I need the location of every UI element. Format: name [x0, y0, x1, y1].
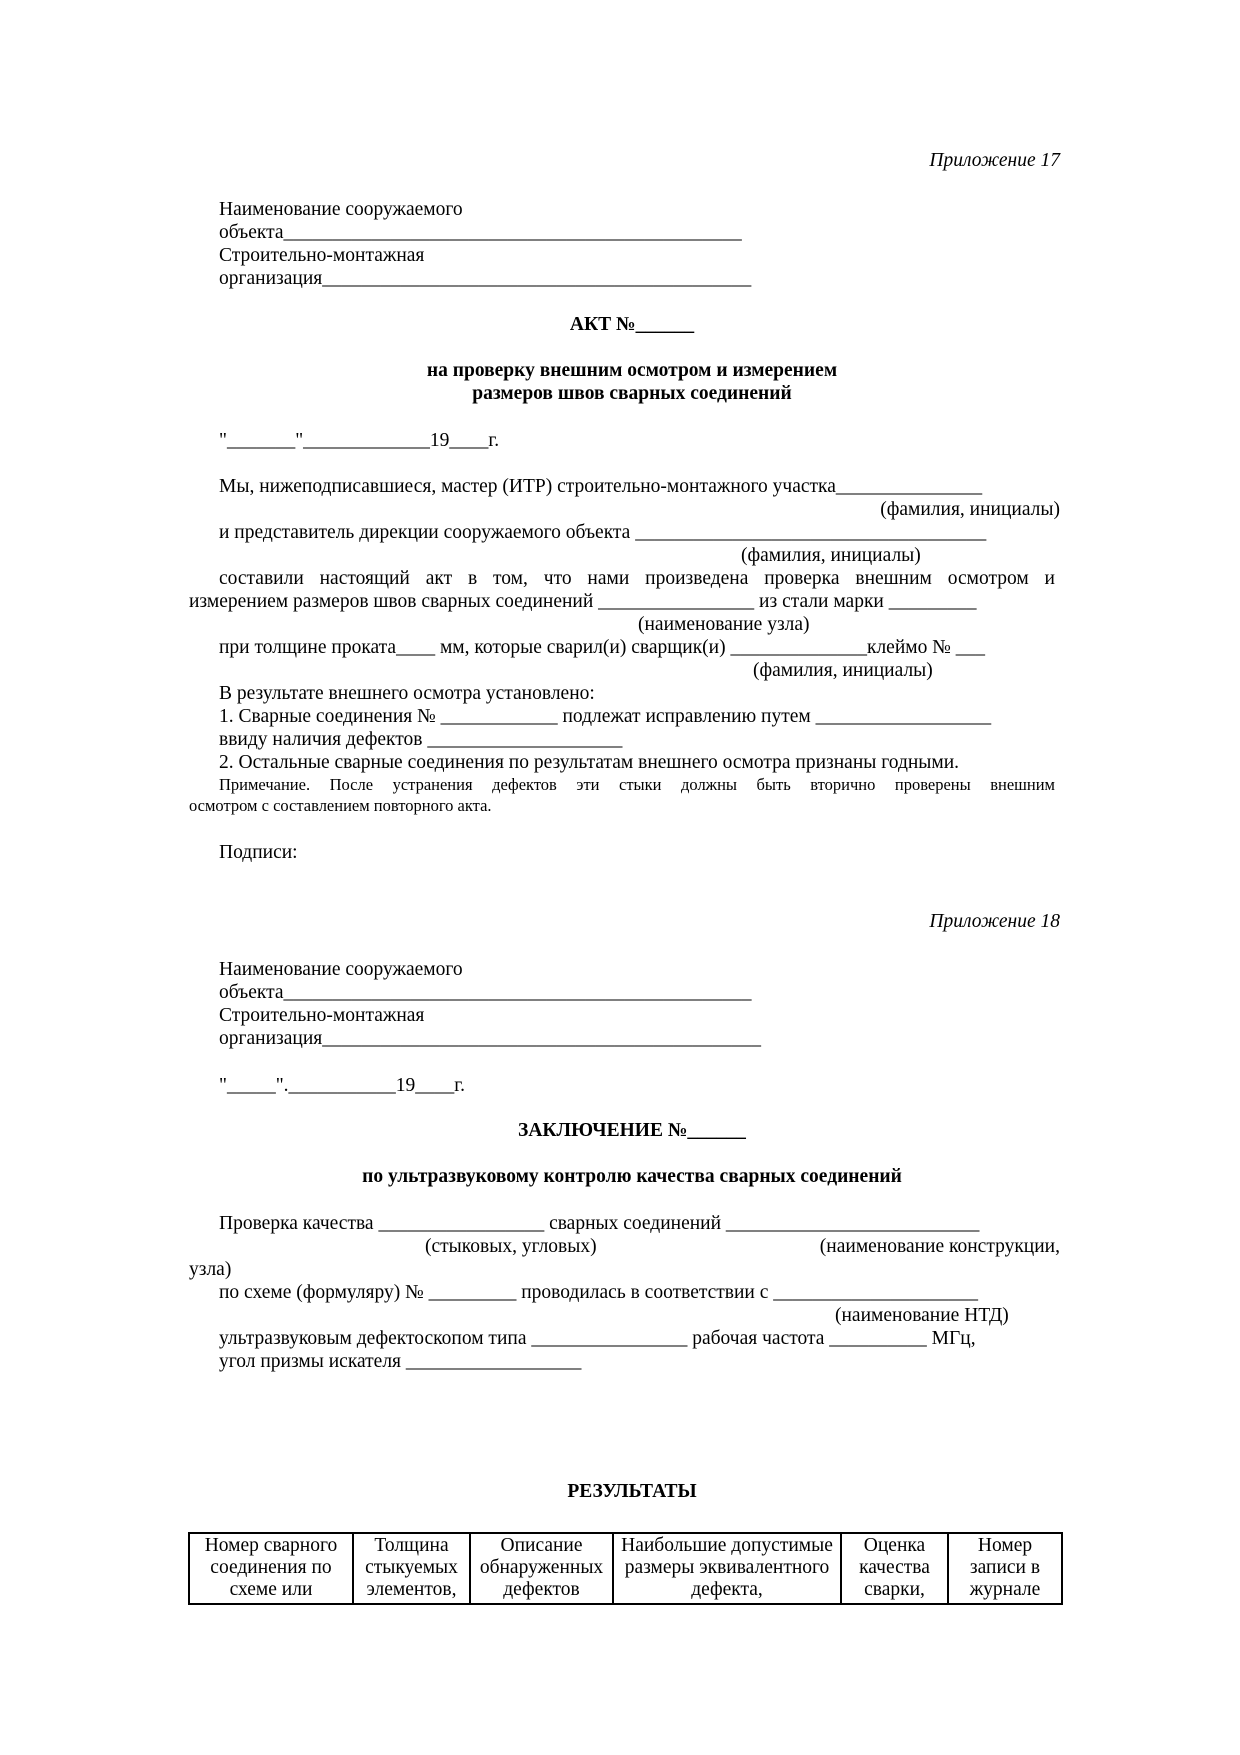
table-header-cell: Номер записи в журнале: [948, 1533, 1062, 1604]
act-paragraph-composed-line-1: составили настоящий акт в том, что нами произведена проверка внешним осмотром и: [219, 568, 1055, 589]
conclusion-date: "_____".___________19____г.: [219, 1075, 465, 1096]
act-paragraph-composed-line-2: измерением размеров швов сварных соединений ________________ из стали марки _________: [189, 591, 977, 612]
object-name-label: Наименование сооружаемого: [219, 959, 463, 980]
organization-field: организация____________________________________________: [219, 268, 752, 289]
object-name-field: объекта_______________________________________________: [219, 222, 742, 243]
act-hint-representative-name: (фамилия, инициалы): [741, 545, 921, 566]
conclusion-paragraph-flaw-detector: ультразвуковым дефектоскопом типа ________________ рабочая частота __________ МГц,: [219, 1328, 976, 1349]
table-header-cell: Наибольшие допустимые размеры эквивалентного дефекта,: [613, 1533, 841, 1604]
results-table: [188, 1532, 1063, 1605]
organization-label: Строительно-монтажная: [219, 1005, 425, 1026]
act-title: АКТ №______: [569, 314, 695, 335]
act-paragraph-result-1: 1. Сварные соединения № ____________ подлежат исправлению путем __________________: [219, 706, 992, 727]
act-note-line-2: осмотром с составлением повторного акта.: [189, 796, 492, 815]
conclusion-hint-structure-name-cont: узла): [189, 1259, 232, 1280]
conclusion-hint-structure-name: (наименование конструкции,: [819, 1236, 1060, 1257]
table-header-row: [189, 1533, 1062, 1604]
conclusion-paragraph-probe-angle: угол призмы искателя __________________: [219, 1351, 582, 1372]
act-hint-welder-name: (фамилия, инициалы): [753, 660, 933, 681]
act-paragraph-thickness: при толщине проката____ мм, которые сварил(и) сварщик(и) ______________клеймо № ___: [219, 637, 985, 658]
act-paragraph-result-intro: В результате внешнего осмотра установлено:: [219, 683, 595, 704]
act-date: "_______"_____________19____г.: [219, 430, 500, 451]
conclusion-hint-joint-type: (стыковых, угловых): [425, 1236, 597, 1257]
table-header-cell: Описание обнаруженных дефектов: [470, 1533, 613, 1604]
object-name-label: Наименование сооружаемого: [219, 199, 463, 220]
table-header-cell: Оценка качества сварки,: [841, 1533, 948, 1604]
act-paragraph-master: Мы, нижеподписавшиеся, мастер (ИТР) строительно-монтажного участка_______________: [219, 476, 983, 497]
act-hint-master-name: (фамилия, инициалы): [880, 499, 1060, 520]
organization-label: Строительно-монтажная: [219, 245, 425, 266]
conclusion-title: ЗАКЛЮЧЕНИЕ №______: [518, 1120, 746, 1141]
act-note-line-1: Примечание. После устранения дефектов эти стыки должны быть вторично проверены внешним: [219, 775, 1055, 794]
act-subtitle-line-2: размеров швов сварных соединений: [472, 383, 792, 404]
conclusion-subtitle: по ультразвуковому контролю качества сварных соединений: [362, 1166, 902, 1187]
act-signatures: Подписи:: [219, 842, 298, 863]
table-header-cell: Толщина стыкуемых элементов,: [353, 1533, 470, 1604]
appendix-18-label: Приложение 18: [929, 911, 1060, 932]
act-paragraph-result-2: 2. Остальные сварные соединения по результатам внешнего осмотра признаны годными.: [219, 752, 960, 773]
conclusion-paragraph-quality: Проверка качества _________________ сварных соединений __________________________: [219, 1213, 980, 1234]
conclusion-hint-standard: (наименование НТД): [835, 1305, 1009, 1326]
conclusion-paragraph-scheme: по схеме (формуляру) № _________ проводилась в соответствии с _____________________: [219, 1282, 979, 1303]
act-subtitle-line-1: на проверку внешним осмотром и измерением: [426, 360, 838, 381]
object-name-field: объекта________________________________________________: [219, 982, 752, 1003]
table-header-cell: Номер сварного соединения по схеме или: [189, 1533, 353, 1604]
results-title: РЕЗУЛЬТАТЫ: [567, 1481, 697, 1502]
act-hint-node-name: (наименование узла): [638, 614, 810, 635]
organization-field: организация_____________________________________________: [219, 1028, 761, 1049]
act-paragraph-representative: и представитель дирекции сооружаемого объекта ____________________________________: [219, 522, 987, 543]
appendix-17-label: Приложение 17: [929, 150, 1060, 171]
act-paragraph-result-1-defects: ввиду наличия дефектов ____________________: [219, 729, 623, 750]
